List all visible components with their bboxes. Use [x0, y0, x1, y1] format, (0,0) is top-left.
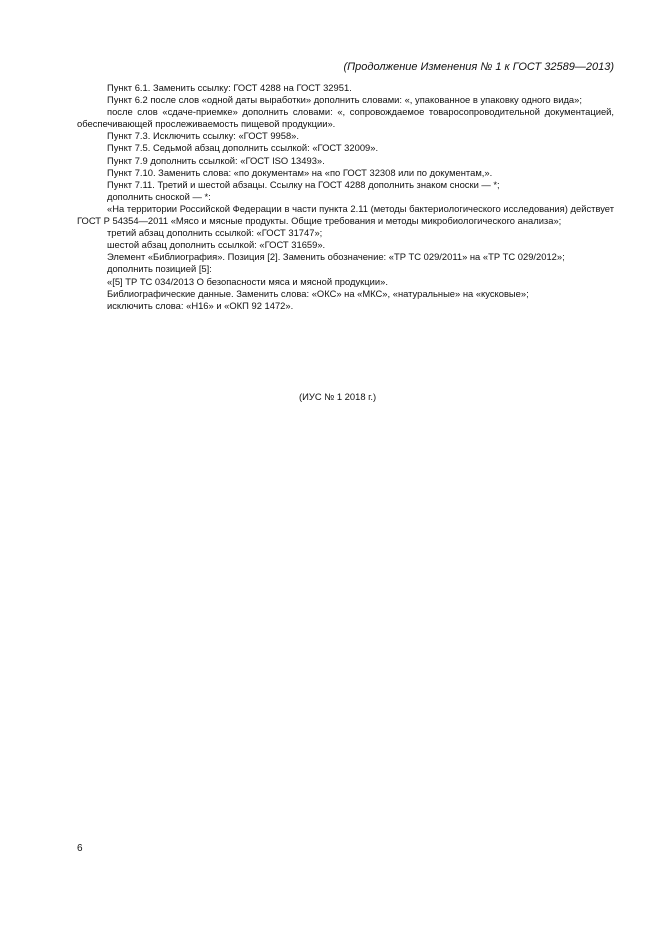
- paragraph-bibliography: Элемент «Библиография». Позиция [2]. Заменить обозначение: «ТР ТС 029/2011» на «ТР ТС 029/2012»;: [107, 251, 565, 263]
- paragraph-add-position: дополнить позицией [5]:: [107, 263, 212, 275]
- paragraph-item-6-2: Пункт 6.2 после слов «одной даты выработки» дополнить словами: «, упакованное в упаковку одного вида»;: [107, 94, 582, 106]
- paragraph-item-6-1: Пункт 6.1. Заменить ссылку: ГОСТ 4288 на ГОСТ 32951.: [107, 82, 352, 93]
- paragraph-position-5: «[5] ТР ТС 034/2013 О безопасности мяса и мясной продукции».: [107, 275, 388, 287]
- paragraph-footnote-text: «На территории Российской Федерации в части пункта 2.11 (методы бактериологического исследования) действует ГОСТ Р 54354—2011 «Мясо и мясные продукты. Общие требования и методы микробиологического анализа»;: [77, 202, 614, 227]
- paragraph-footnote-add: дополнить сноской — *:: [107, 190, 211, 202]
- paragraph-exclude-words: исключить слова: «Н16» и «ОКП 92 1472».: [107, 299, 294, 311]
- paragraph-bibliographic-data: Библиографические данные. Заменить слова: «ОКС» на «МКС», «натуральные» на «кусковые»;: [107, 287, 529, 299]
- paragraph-item-7-5: Пункт 7.5. Седьмой абзац дополнить ссылкой: «ГОСТ 32009».: [107, 142, 379, 154]
- ius-stamp: (ИУС № 1 2018 г.): [299, 391, 377, 402]
- paragraph-acceptance-addition: после слов «сдаче-приемке» дополнить словами: «, сопровождаемое товаросопроводительной документацией, обеспечивающей прослеживаемость пищевой продукции».: [77, 106, 614, 130]
- paragraph-item-7-10: Пункт 7.10. Заменить слова: «по документам» на «по ГОСТ 32308 или по документам,».: [107, 166, 493, 178]
- paragraph-sixth-abzac: шестой абзац дополнить ссылкой: «ГОСТ 31659».: [107, 239, 326, 251]
- paragraph-item-7-9: Пункт 7.9 дополнить ссылкой: «ГОСТ ISO 13493».: [107, 154, 325, 166]
- paragraph-item-7-3: Пункт 7.3. Исключить ссылку: «ГОСТ 9958».: [107, 130, 299, 142]
- amendment-body: [77, 82, 614, 312]
- paragraph-third-abzac: третий абзац дополнить ссылкой: «ГОСТ 31747»;: [107, 227, 323, 239]
- paragraph-item-7-11: Пункт 7.11. Третий и шестой абзацы. Ссылку на ГОСТ 4288 дополнить знаком сноски — *;: [107, 178, 500, 190]
- page-number: 6: [77, 843, 83, 854]
- running-header: (Продолжение Изменения № 1 к ГОСТ 32589—2013): [343, 61, 614, 73]
